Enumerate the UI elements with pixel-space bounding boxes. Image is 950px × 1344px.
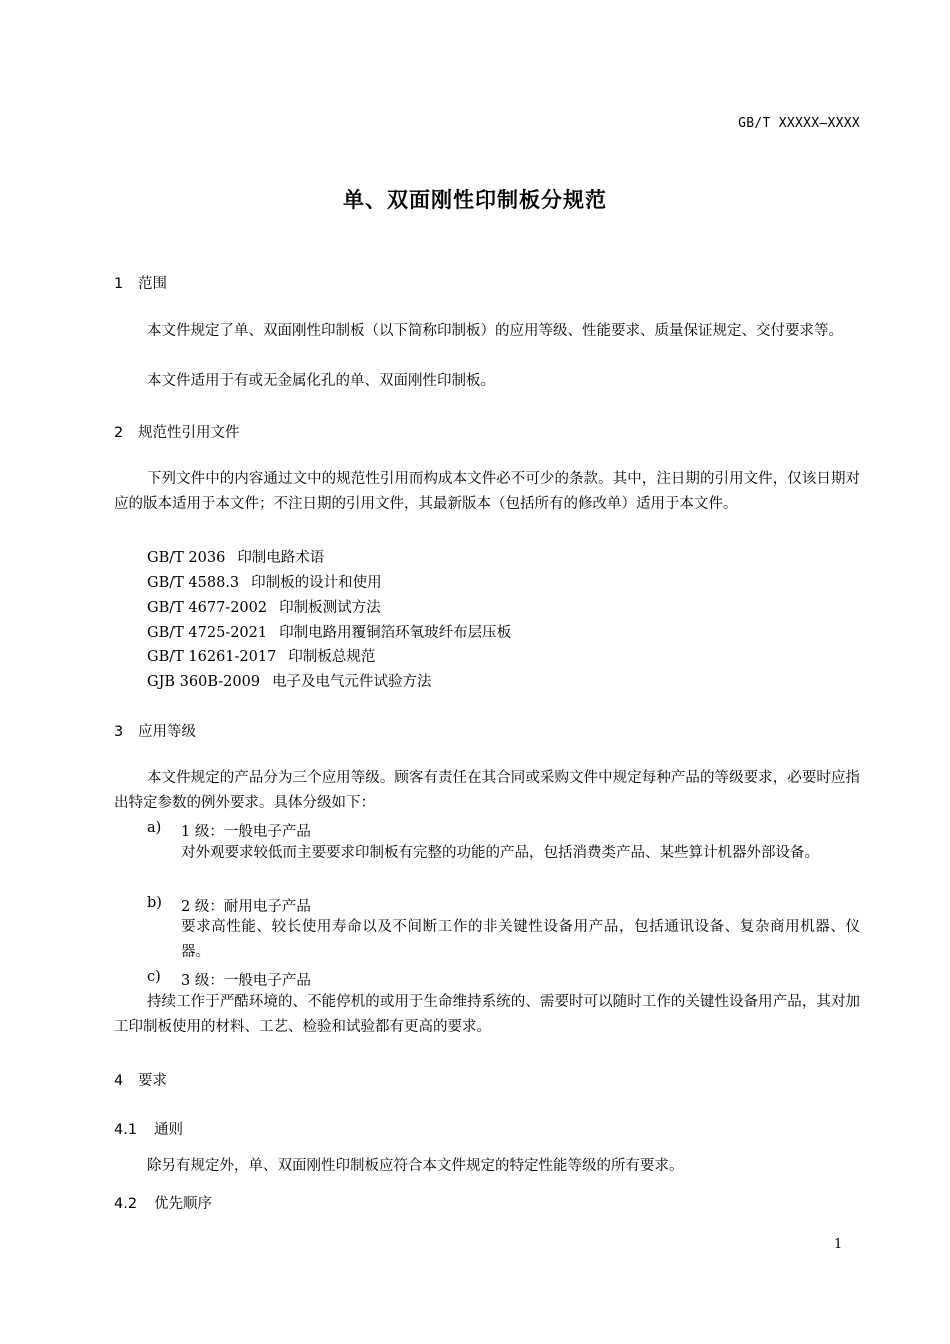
reference-code: GB/T 4677-2002 xyxy=(147,600,268,616)
section-number: 2 xyxy=(114,425,124,441)
grade-name: 1 级：一般电子产品 xyxy=(181,824,311,840)
section-title: 要求 xyxy=(138,1073,167,1089)
reference-code: GB/T 2036 xyxy=(147,550,226,566)
subsection-heading-general xyxy=(114,1118,183,1139)
grade-label: c) xyxy=(147,969,161,985)
section-heading-references xyxy=(114,421,240,442)
reference-item xyxy=(147,571,382,592)
reference-code: GB/T 4588.3 xyxy=(147,575,240,591)
section-heading-grades xyxy=(114,720,196,741)
grade-description: 对外观要求较低而主要要求印制板有完整的功能的产品，包括消费类产品、某些算计机器外部设备。 xyxy=(181,845,819,861)
section-number: 4.1 xyxy=(114,1122,138,1138)
page-number: 1 xyxy=(834,1237,843,1252)
reference-code: GB/T 16261-2017 xyxy=(147,649,277,665)
reference-item xyxy=(147,546,324,567)
section-heading-scope xyxy=(114,272,167,293)
section-heading-requirements xyxy=(114,1069,167,1090)
requirements-general-paragraph: 除另有规定外，单、双面刚性印制板应符合本文件规定的特定性能等级的所有要求。 xyxy=(147,1158,684,1174)
reference-code: GB/T 4725-2021 xyxy=(147,625,268,641)
reference-item xyxy=(147,670,432,691)
references-intro: 下列文件中的内容通过文中的规范性引用而构成本文件必不可少的条款。其中，注日期的引用文件，仅该日期对应的版本适用于本文件；不注日期的引用文件，其最新版本（包括所有的修改单）适用于本文件。 xyxy=(114,471,860,512)
section-number: 1 xyxy=(114,276,124,292)
reference-title: 印制板总规范 xyxy=(288,649,376,665)
grade-label: b) xyxy=(147,895,162,911)
reference-title: 印制板的设计和使用 xyxy=(251,575,382,591)
section-title: 范围 xyxy=(138,276,167,292)
scope-paragraph-1: 本文件规定了单、双面刚性印制板（以下简称印制板）的应用等级、性能要求、质量保证规定、交付要求等。 xyxy=(147,323,843,339)
subsection-heading-priority xyxy=(114,1192,212,1213)
grade-name: 2 级：耐用电子产品 xyxy=(181,899,311,915)
reference-title: 印制电路术语 xyxy=(237,550,325,566)
section-title: 通则 xyxy=(154,1122,183,1138)
section-number: 3 xyxy=(114,724,124,740)
section-title: 规范性引用文件 xyxy=(138,425,240,441)
document-title: 单、双面刚性印制板分规范 xyxy=(343,188,607,212)
reference-code: GJB 360B-2009 xyxy=(147,674,261,690)
section-number: 4 xyxy=(114,1073,124,1089)
section-title: 优先顺序 xyxy=(154,1196,212,1212)
reference-item xyxy=(147,645,375,666)
section-title: 应用等级 xyxy=(138,724,196,740)
document-code-header: GB/T XXXXX—XXXX xyxy=(738,116,860,131)
reference-title: 印制板测试方法 xyxy=(279,600,381,616)
grades-intro: 本文件规定的产品分为三个应用等级。顾客有责任在其合同或采购文件中规定每种产品的等级要求，必要时应指出特定参数的例外要求。具体分级如下： xyxy=(114,770,860,811)
grade-label: a) xyxy=(147,820,162,836)
grade-description: 持续工作于严酷环境的、不能停机的或用于生命维持系统的、需要时可以随时工作的关键性设备用产品，其对加工印制板使用的材料、工艺、检验和试验都有更高的要求。 xyxy=(114,994,860,1035)
grade-name: 3 级：一般电子产品 xyxy=(181,973,311,989)
reference-item xyxy=(147,621,511,642)
grade-description: 要求高性能、较长使用寿命以及不间断工作的非关键性设备用产品，包括通讯设备、复杂商用机器、仪器。 xyxy=(181,919,860,960)
reference-title: 电子及电气元件试验方法 xyxy=(272,674,432,690)
reference-item xyxy=(147,596,381,617)
reference-title: 印制电路用覆铜箔环氧玻纤布层压板 xyxy=(279,625,512,641)
section-number: 4.2 xyxy=(114,1196,138,1212)
scope-paragraph-2: 本文件适用于有或无金属化孔的单、双面刚性印制板。 xyxy=(147,373,495,389)
